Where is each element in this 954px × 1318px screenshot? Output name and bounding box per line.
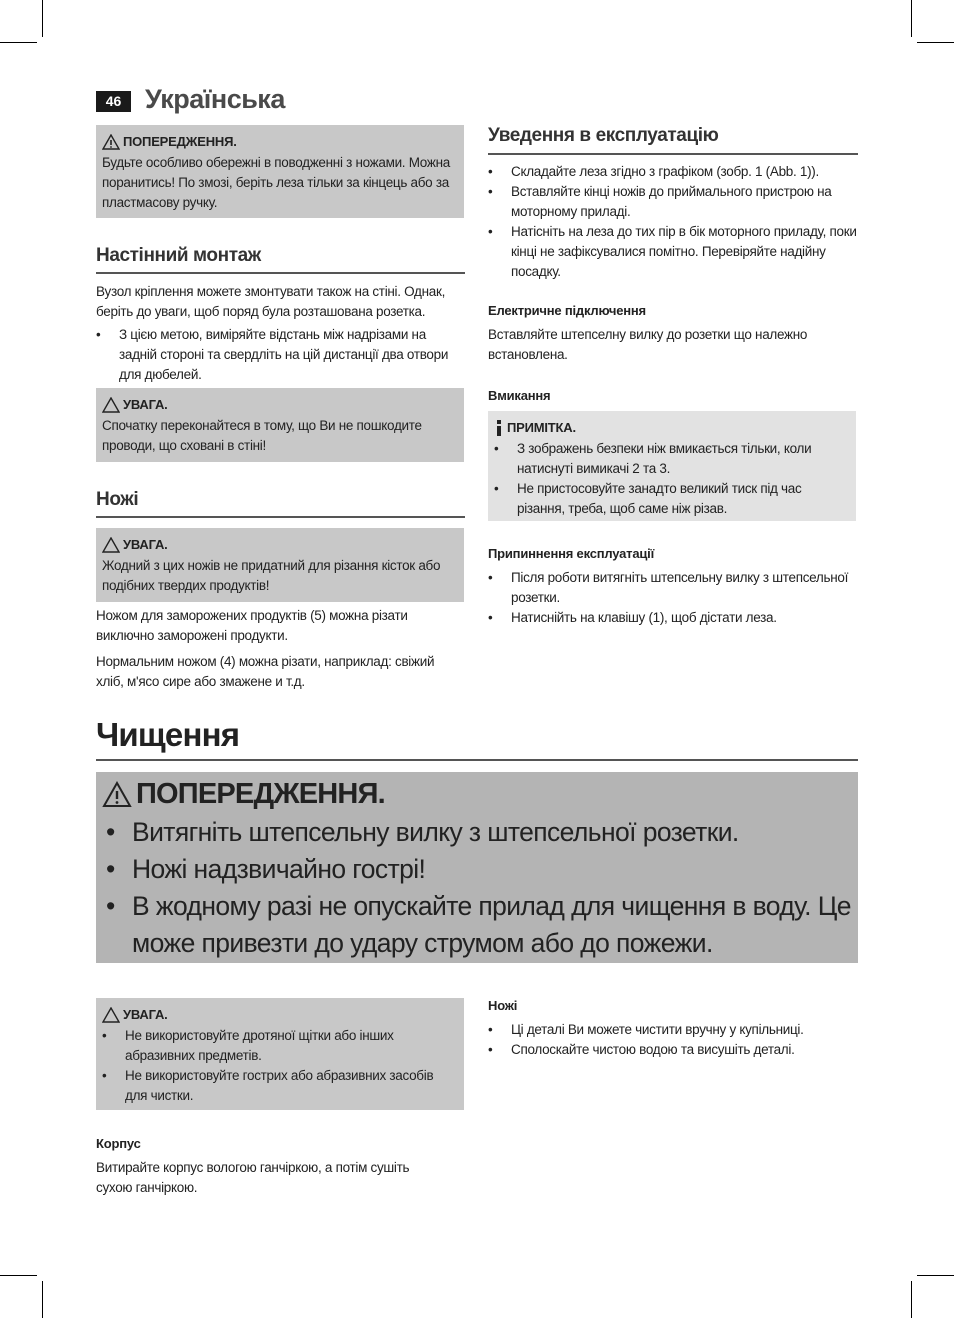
knives-para: Ножом для заморожених продуктів (5) можна різати виключно заморожені продукти. xyxy=(96,608,408,643)
caution-title-text: УВАГА. xyxy=(123,397,168,412)
list-item: • Вставляйте кінці ножів до приймального пристрою на моторному приладі. xyxy=(488,182,858,222)
startup-content xyxy=(488,162,858,282)
knives-cleaning-content xyxy=(488,1020,858,1060)
list-item: • Не використовуйте гострих або абразивних засобів для чистки. xyxy=(102,1066,458,1106)
big-warning-title xyxy=(102,778,858,810)
caution-box xyxy=(96,528,464,602)
warning-triangle-icon xyxy=(102,1007,120,1023)
page-number: 46 xyxy=(96,91,131,112)
list-item: • Ножі надзвичайно гострі! xyxy=(102,851,858,888)
caution-text: Жодний з цих ножів не придатний для різання кісток або подібних твердих продуктів! xyxy=(102,558,441,593)
crop-mark xyxy=(42,1281,43,1318)
warning-triangle-icon xyxy=(102,134,120,150)
electrical-text: Вставляйте штепселну вилку до розетки що належно встановлена. xyxy=(488,327,808,362)
caution-title-text: УВАГА. xyxy=(123,1007,168,1022)
stopping-content xyxy=(488,568,858,628)
note-box xyxy=(488,411,856,521)
crop-mark xyxy=(917,42,954,43)
crop-mark xyxy=(917,1275,954,1276)
startup-list xyxy=(488,162,858,282)
subheading-body: Корпус xyxy=(96,1136,141,1151)
list-item: • Не використовуйте дротяної щітки або інших абразивних предметів. xyxy=(102,1026,458,1066)
body-content xyxy=(96,1158,446,1198)
big-warning-title-text: ПОПЕРЕДЖЕННЯ. xyxy=(136,778,385,810)
subheading-stopping: Припиннення експлуатації xyxy=(488,546,655,561)
list-item: • Витягніть штепсельну вилку з штепсельної розетки. xyxy=(102,814,858,851)
big-warning-list xyxy=(102,814,858,962)
caution-text: Спочатку переконайтеся в тому, що Ви не пошкодите проводи, що сховані в стіні! xyxy=(102,418,422,453)
caution-title-text: УВАГА. xyxy=(123,537,168,552)
warning-triangle-icon xyxy=(102,537,120,553)
wall-mount-list xyxy=(96,325,466,385)
big-warning-box xyxy=(96,772,858,963)
crop-mark xyxy=(911,0,912,37)
list-item: • Складайте леза згідно з графіком (зобр. 1 (Abb. 1)). xyxy=(488,162,858,182)
caution-box xyxy=(96,998,464,1110)
caution-title xyxy=(102,1006,458,1024)
knives-cleaning-list xyxy=(488,1020,858,1060)
list-item: • З зображень безпеки ніж вмикається тільки, коли натиснуті вимикачі 2 та 3. xyxy=(494,439,850,479)
info-icon xyxy=(494,420,504,436)
warning-text: Будьте особливо обережні в поводженні з ножами. Можна поранитись! По змозі, беріть леза тільки за кінцець або за пластмасову ручку. xyxy=(102,155,450,210)
section-title-cleaning: Чищення xyxy=(96,716,240,753)
heading-rule xyxy=(488,153,858,155)
note-title xyxy=(494,419,850,437)
crop-mark xyxy=(0,42,37,43)
list-item: • Сполоскайте чистою водою та висушіть деталі. xyxy=(488,1040,858,1060)
list-item: • Ці деталі Ви можете чистити вручну у купільниці. xyxy=(488,1020,858,1040)
list-item: • В жодному разі не опускайте прилад для чищення в воду. Це може привезти до удару струмом або до пожежи. xyxy=(102,888,858,962)
heading-rule xyxy=(96,759,858,761)
caution-box xyxy=(96,388,464,462)
warning-title xyxy=(102,133,458,151)
note-title-text: ПРИМІТКА. xyxy=(507,420,576,435)
list-item: • Натиснійть на клавішу (1), щоб дістати леза. xyxy=(488,608,858,628)
list-item: • Після роботи витягніть штепсельну вилку з штепсельної розетки. xyxy=(488,568,858,608)
crop-mark xyxy=(911,1281,912,1318)
list-item: • Натісніть на леза до тих пір в бік моторного приладу, поки кінці не зафіксувалися помітно. Перевіряйте надійну посадку. xyxy=(488,222,858,282)
note-list xyxy=(494,439,850,519)
warning-box xyxy=(96,125,464,218)
heading-rule xyxy=(96,516,465,518)
electrical-content xyxy=(488,325,848,365)
warning-triangle-icon xyxy=(102,781,132,808)
warning-title-text: ПОПЕРЕДЖЕННЯ. xyxy=(123,134,237,149)
caution-title xyxy=(102,536,458,554)
body-text: Витирайте корпус вологою ганчіркою, а потім сушіть сухою ганчіркою. xyxy=(96,1160,410,1195)
section-heading-startup: Уведення в експлуатацію xyxy=(488,125,719,146)
language-title: Українська xyxy=(145,84,285,114)
section-heading-wall-mount: Настінний монтаж xyxy=(96,245,261,266)
caution-title xyxy=(102,396,458,414)
knives-content xyxy=(96,606,461,692)
subheading-electrical: Електричне підключення xyxy=(488,303,646,318)
section-heading-knives: Ножі xyxy=(96,489,139,510)
list-item: • З цією метою, виміряйте відстань між надрізами на задній стороні та свердліть на цій дистанції два отвори для дюбелей. xyxy=(96,325,466,385)
wall-mount-intro: Вузол кріплення можете змонтувати також на стіні. Однак, беріть до уваги, щоб поряд була розташована розетка. xyxy=(96,284,446,319)
stopping-list xyxy=(488,568,858,628)
subheading-knives-cleaning: Ножі xyxy=(488,998,518,1013)
subheading-switching-on: Вмикання xyxy=(488,388,551,403)
list-item: • Не пристосовуйте занадто великий тиск під час різання, треба, щоб саме ніж різав. xyxy=(494,479,850,519)
crop-mark xyxy=(42,0,43,37)
caution-list xyxy=(102,1026,458,1106)
knives-para: Нормальним ножом (4) можна різати, наприклад: свіжий хліб, м'ясо сире або змажене и т.д. xyxy=(96,654,435,689)
crop-mark xyxy=(0,1275,37,1276)
heading-rule xyxy=(96,272,465,274)
warning-triangle-icon xyxy=(102,397,120,413)
wall-mount-content xyxy=(96,282,466,385)
